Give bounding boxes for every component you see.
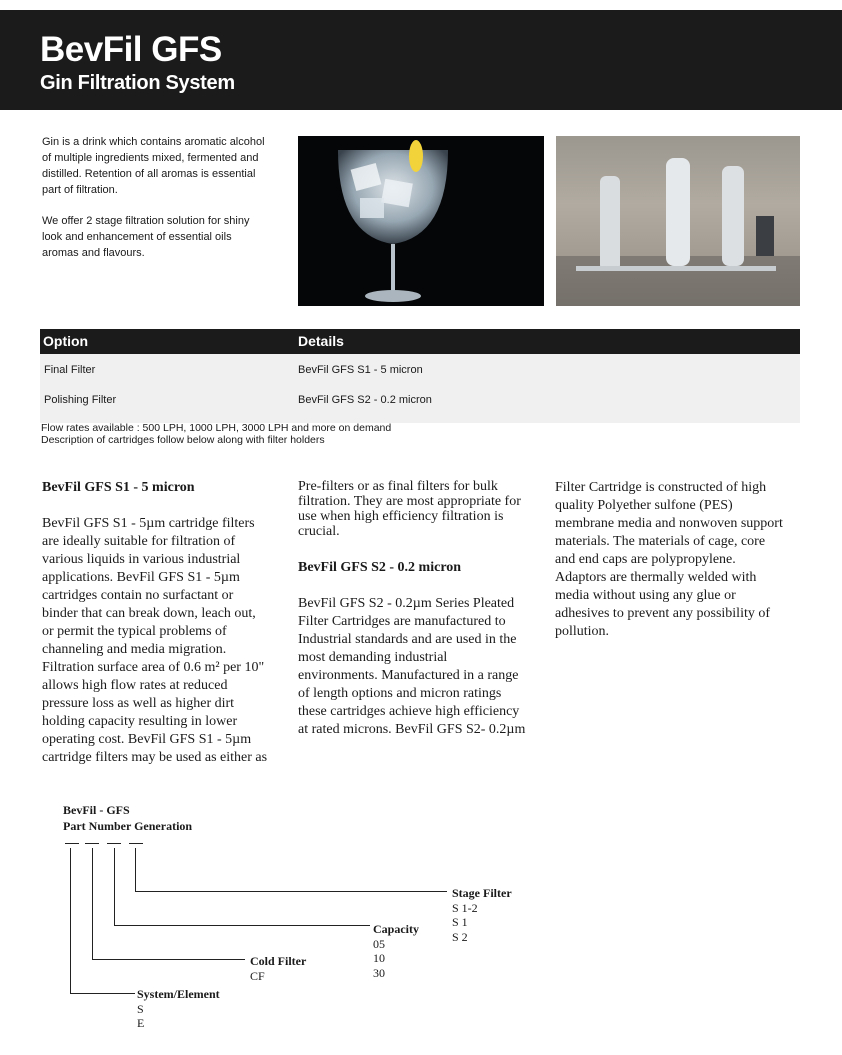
connector-stage (135, 891, 447, 892)
text-line: cartridge filters may be used as either as (42, 750, 268, 765)
intro-line: part of filtration. (42, 184, 118, 196)
connector-cold (92, 848, 93, 960)
text-line: crucial. (298, 524, 340, 539)
header-banner (0, 10, 842, 110)
row-1-option: Final Filter (44, 364, 96, 376)
cold-filter-label: Cold Filter (250, 954, 307, 968)
text-line: Filtration surface area of 0.6 m² per 10" (42, 660, 265, 675)
text-line: media without using any glue or (555, 588, 736, 603)
segment-dash (65, 843, 79, 844)
text-line: Industrial standards and are used in the (298, 632, 517, 647)
system-option: E (137, 1016, 145, 1030)
column-2 (298, 479, 548, 739)
section-heading-s2: BevFil GFS S2 - 0.2 micron (298, 560, 462, 575)
segment-dash (129, 843, 143, 844)
filter-housings-illustration (556, 136, 800, 306)
stage-option: S 1-2 (452, 900, 478, 915)
text-line: holding capacity resulting in lower (42, 714, 238, 729)
text-line: and end caps are polypropylene. (555, 552, 736, 567)
intro-line: of multiple ingredients mixed, fermented and (42, 152, 259, 164)
text-line: at rated microns. BevFil GFS S2- 0.2µm (298, 722, 526, 737)
section-heading-s1: BevFil GFS S1 - 5 micron (42, 480, 195, 495)
text-line: cartridges contain no surfactant or (42, 588, 234, 603)
text-line: of length options and micron ratings (298, 686, 502, 701)
text-line: or permit the typical problems of (42, 624, 227, 639)
text-line: allows high flow rates at reduced (42, 678, 228, 693)
intro-paragraph-1 (42, 134, 287, 198)
intro-line: distilled. Retention of all aromas is essential (42, 168, 256, 180)
system-element-group (137, 987, 220, 1031)
text-line: channeling and media migration. (42, 642, 227, 657)
capacity-option: 10 (373, 951, 385, 965)
intro-line: Gin is a drink which contains aromatic alcohol (42, 136, 265, 148)
connector-capacity (114, 848, 115, 926)
connector-capacity (114, 925, 370, 926)
text-line: adhesives to prevent any possibility of (555, 606, 771, 621)
intro-line: We offer 2 stage filtration solution for shiny (42, 215, 250, 227)
table-header-row (40, 329, 800, 354)
row-2-details: BevFil GFS S2 - 0.2 micron (298, 394, 432, 406)
connector-system (70, 993, 135, 994)
cold-filter-option: CF (250, 968, 265, 983)
row-2-option: Polishing Filter (44, 394, 117, 406)
text-line: use when high efficiency filtration is (298, 509, 504, 524)
flow-rates-note: Flow rates available : 500 LPH, 1000 LPH, 3000 LPH and more on demand (41, 422, 392, 434)
intro-paragraph-2 (42, 213, 287, 261)
stage-filter-group (452, 886, 512, 944)
text-line: these cartridges achieve high efficiency (298, 704, 520, 719)
stage-option: S 1 (452, 915, 468, 929)
text-line: Adaptors are thermally welded with (555, 570, 757, 585)
text-line: materials. The materials of cage, core (555, 534, 766, 549)
text-line: most demanding industrial (298, 650, 448, 665)
text-line: binder that can break down, leach out, (42, 606, 256, 621)
capacity-group (373, 922, 419, 980)
text-line: operating cost. BevFil GFS S1 - 5µm (42, 732, 252, 747)
intro-line: aromas and flavours. (42, 247, 145, 259)
text-line: various liquids in various industrial (42, 552, 241, 567)
system-option: S (137, 1001, 144, 1016)
part-number-title: BevFil - GFS (63, 803, 130, 817)
table-body (40, 354, 800, 423)
part-number-subtitle: Part Number Generation (63, 819, 193, 833)
text-line: are ideally suitable for filtration of (42, 534, 236, 549)
page-subtitle: Gin Filtration System (40, 72, 235, 94)
connector-stage (135, 848, 136, 892)
text-line: applications. BevFil GFS S1 - 5µm (42, 570, 240, 585)
text-line: filtration. They are most appropriate for (298, 494, 521, 509)
text-line: BevFil GFS S2 - 0.2µm Series Pleated (298, 596, 515, 611)
gin-glass-illustration (298, 136, 544, 306)
gin-glass-photo (298, 136, 544, 306)
intro-line: look and enhancement of essential oils (42, 231, 232, 243)
text-line: quality Polyether sulfone (PES) (555, 498, 733, 513)
text-line: pressure loss as well as higher dirt (42, 696, 235, 711)
system-element-label: System/Element (137, 987, 220, 1001)
column-1 (42, 479, 294, 767)
segment-dash (85, 843, 99, 844)
segment-dash (107, 843, 121, 844)
connector-system (70, 848, 71, 993)
text-line: membrane media and nonwoven support (555, 516, 783, 531)
capacity-option: 30 (373, 965, 385, 980)
column-3 (555, 479, 810, 641)
text-line: Pre-filters or as final filters for bulk (298, 479, 498, 494)
column-header-option: Option (43, 333, 89, 349)
stage-option: S 2 (452, 929, 468, 944)
row-1-details: BevFil GFS S1 - 5 micron (298, 364, 423, 376)
cold-filter-group (250, 954, 306, 983)
capacity-option: 05 (373, 936, 385, 951)
connector-cold (92, 959, 245, 960)
text-line: Filter Cartridge is constructed of high (555, 480, 767, 495)
text-line: environments. Manufactured in a range (298, 668, 519, 683)
text-line: BevFil GFS S1 - 5µm cartridge filters (42, 516, 255, 531)
text-line: Filter Cartridges are manufactured to (298, 614, 506, 629)
description-note: Description of cartridges follow below along with filter holders (41, 434, 325, 446)
page-title: BevFil GFS (40, 30, 222, 69)
text-line: pollution. (555, 624, 610, 639)
stage-filter-label: Stage Filter (452, 886, 512, 900)
filtration-plant-photo (556, 136, 800, 306)
capacity-label: Capacity (373, 922, 419, 936)
column-header-details: Details (298, 333, 344, 349)
